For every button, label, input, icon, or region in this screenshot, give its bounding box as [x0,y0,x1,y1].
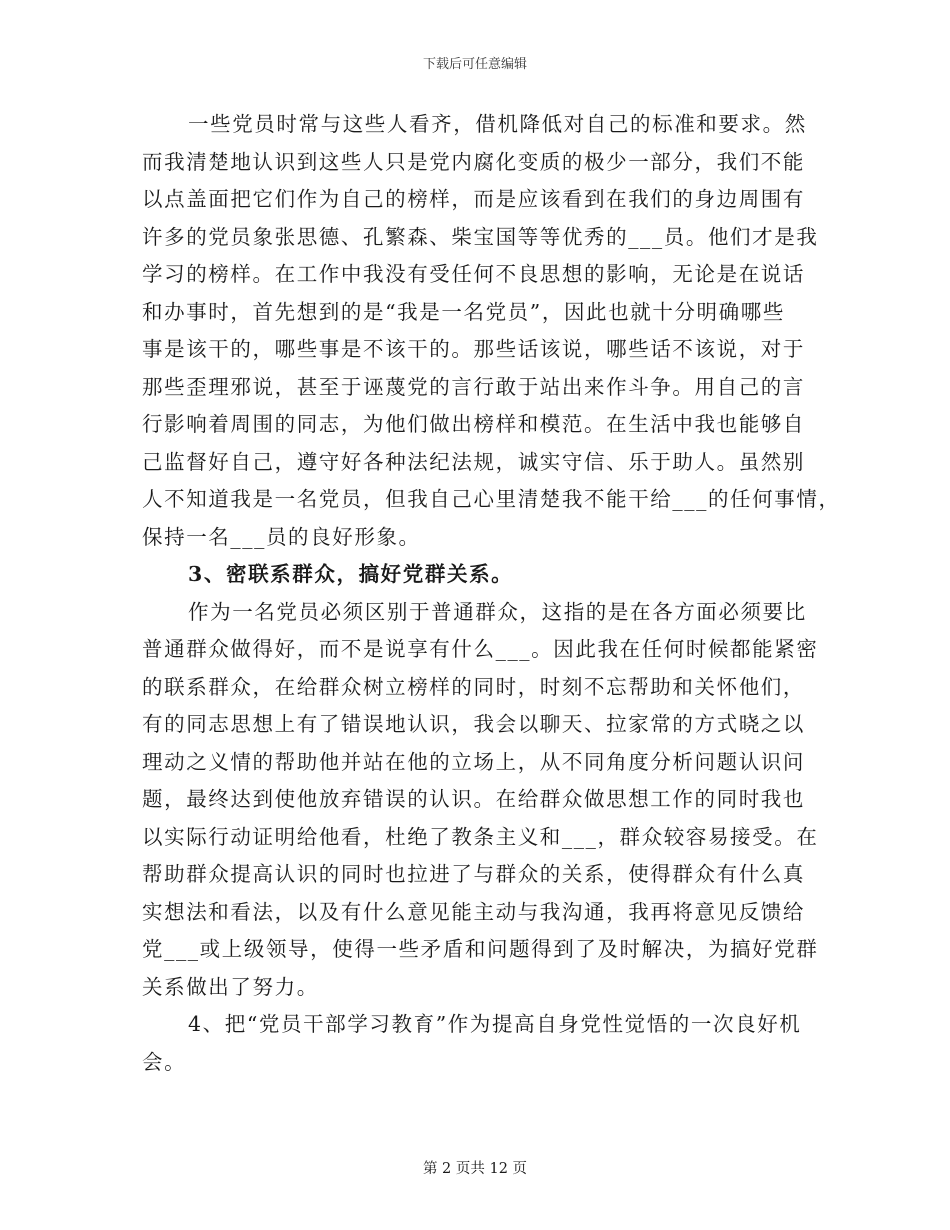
text-line: 作为一名党员必须区别于普通群众，这指的是在各方面必须要比 [188,599,807,624]
text-line: 那些歪理邪说，甚至于诬蔑党的言行敢于站出来作斗争。用自己的言 [142,374,805,399]
text-line: 以实际行动证明给他看，杜绝了教条主义和___，群众较容易接受。在 [142,824,819,849]
paragraph-3 [142,1006,820,1081]
text-line: 许多的党员象张思德、孔繁森、柴宝国等等优秀的___员。他们才是我 [142,224,819,249]
text-line: 题，最终达到使他放弃错误的认识。在给群众做思想工作的同时我也 [142,787,805,811]
text-line: 事是该干的，哪些事是不该干的。那些话该说，哪些话不该说，对于 [142,337,805,361]
text-line: 和办事时，首先想到的是“我是一名党员”，因此也就十分明确哪些 [142,299,785,324]
text-line: 的联系群众，在给群众树立榜样的同时，时刻不忘帮助和关怀他们， [142,674,805,699]
text-line: 帮助群众提高认识的同时也拉进了与群众的关系，使得群众有什么真 [142,862,805,886]
text-line: 保持一名___员的良好形象。 [142,524,421,549]
text-line: 关系做出了努力。 [142,974,319,999]
text-line: 实想法和看法，以及有什么意见能主动与我沟通，我再将意见反馈给 [142,899,805,924]
paragraph-2 [142,594,820,1007]
page-header: 下载后可任意编辑 [422,57,527,72]
text-line: 以点盖面把它们作为自己的榜样，而是应该看到在我们的身边周围有 [142,187,805,211]
text-line: 普通群众做得好，而不是说享有什么___。因此我在任何时候都能紧密 [142,637,819,661]
text-line: 4、把“党员干部学习教育”作为提高自身党性觉悟的一次良好机 [188,1012,802,1036]
page-number: 第 2 页共 12 页 [422,1161,528,1177]
document-body [142,106,841,1081]
text-line: 己监督好自己，遵守好各种法纪法规，诚实守信、乐于助人。虽然别 [142,449,805,474]
paragraph-1 [142,106,841,556]
text-line: 党___或上级领导，使得一些矛盾和问题得到了及时解决，为搞好党群 [142,937,819,961]
text-line: 有的同志思想上有了错误地认识，我会以聊天、拉家常的方式晓之以 [142,712,805,736]
text-line: 一些党员时常与这些人看齐，借机降低对自己的标准和要求。然 [188,112,807,136]
text-line: 人不知道我是一名党员，但我自己心里清楚我不能干给___的任何事情， [142,487,841,511]
section-heading: 3、密联系群众，搞好党群关系。 [188,562,514,586]
text-line: 而我清楚地认识到这些人只是党内腐化变质的极少一部分，我们不能 [142,149,805,174]
text-line: 理动之义情的帮助他并站在他的立场上，从不同角度分析问题认识问 [142,749,805,774]
text-line: 会。 [142,1049,187,1074]
text-line: 学习的榜样。在工作中我没有受任何不良思想的影响，无论是在说话 [142,262,805,286]
text-line: 行影响着周围的同志，为他们做出榜样和模范。在生活中我也能够自 [142,412,805,436]
